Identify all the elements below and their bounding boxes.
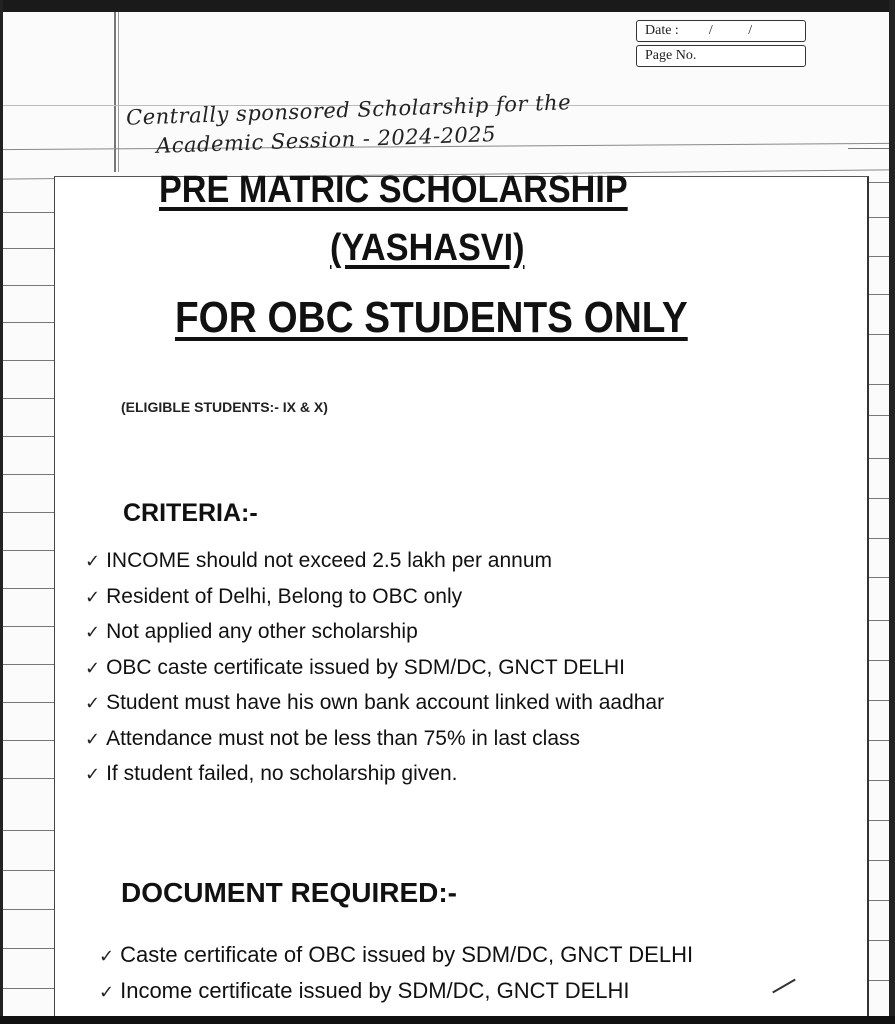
ruled-line [0, 360, 54, 361]
criteria-item: ✓ Attendance must not be less than 75% in last class [85, 726, 581, 750]
ruled-line [0, 702, 54, 703]
ruled-line [0, 588, 54, 589]
check-icon: ✓ [85, 657, 101, 679]
title-line-2: (YASHASVI) [330, 227, 525, 269]
handwritten-note-line-1: Centrally sponsored Scholarship for the [125, 90, 572, 130]
ruled-line [0, 248, 54, 249]
photo-top-edge [0, 0, 895, 12]
ruled-line [0, 436, 54, 437]
check-icon: ✓ [85, 764, 101, 785]
photo-right-edge [889, 0, 895, 1024]
criteria-item: ✓ OBC caste certificate issued by SDM/DC, GNCT DELHI [85, 655, 626, 679]
ruled-line [0, 870, 54, 871]
title-line-1: PRE MATRIC SCHOLARSHIP [159, 169, 628, 211]
document-item: ✓ Income certificate issued by SDM/DC, GNCT DELHI [99, 977, 630, 1003]
ruled-line [0, 909, 54, 910]
page-number-field [636, 45, 806, 67]
criteria-heading: CRITERIA:- [123, 499, 258, 527]
criteria-list [85, 543, 664, 792]
title-line-3: FOR OBC STUDENTS ONLY [175, 293, 688, 342]
handwritten-note-line-2: Academic Session - 2024-2025 [155, 122, 497, 158]
ruled-line [0, 740, 54, 741]
criteria-item: ✓ Resident of Delhi, Belong to OBC only [85, 584, 463, 608]
date-page-box [636, 20, 806, 68]
ruled-line [0, 474, 54, 475]
ruled-line [0, 285, 54, 286]
check-icon: ✓ [99, 946, 115, 967]
ruled-line [0, 830, 54, 831]
ruled-line [0, 626, 54, 627]
date-value: / / [708, 23, 769, 38]
criteria-item: ✓ INCOME should not exceed 2.5 lakh per annum [85, 549, 553, 572]
ruled-line [0, 948, 54, 949]
ruled-line [848, 148, 890, 149]
documents-heading: DOCUMENT REQUIRED:- [121, 877, 457, 908]
ruled-line [0, 778, 54, 779]
check-icon: ✓ [85, 551, 101, 572]
ruled-line [0, 664, 54, 665]
criteria-item: ✓ If student failed, no scholarship given. [85, 762, 458, 785]
ruled-line [0, 398, 54, 399]
ruled-line [0, 988, 54, 989]
ruled-line [0, 212, 54, 213]
check-icon: ✓ [85, 728, 101, 750]
ruled-line [0, 512, 54, 513]
eligible-students: (ELIGIBLE STUDENTS:- IX & X) [121, 399, 328, 415]
pen-mark [772, 979, 796, 994]
document-item: ✓ Caste certificate of OBC issued by SDM/DC, GNCT DELHI [99, 942, 694, 967]
ruled-line [0, 322, 54, 323]
check-icon: ✓ [85, 586, 101, 608]
photo-bottom-edge [0, 1016, 895, 1024]
criteria-item: ✓ Student must have his own bank account linked with aadhar [85, 691, 665, 714]
page-number-label: Page No. [645, 48, 697, 63]
ruled-line [0, 550, 54, 551]
check-icon: ✓ [85, 693, 101, 714]
criteria-item: ✓ Not applied any other scholarship [85, 620, 418, 643]
date-field [636, 20, 806, 42]
documents-list [99, 937, 693, 1008]
photo-left-edge [0, 0, 3, 1024]
check-icon: ✓ [99, 981, 115, 1003]
date-label: Date : [645, 23, 679, 38]
check-icon: ✓ [85, 622, 101, 643]
printed-notice-sheet [54, 169, 869, 1017]
